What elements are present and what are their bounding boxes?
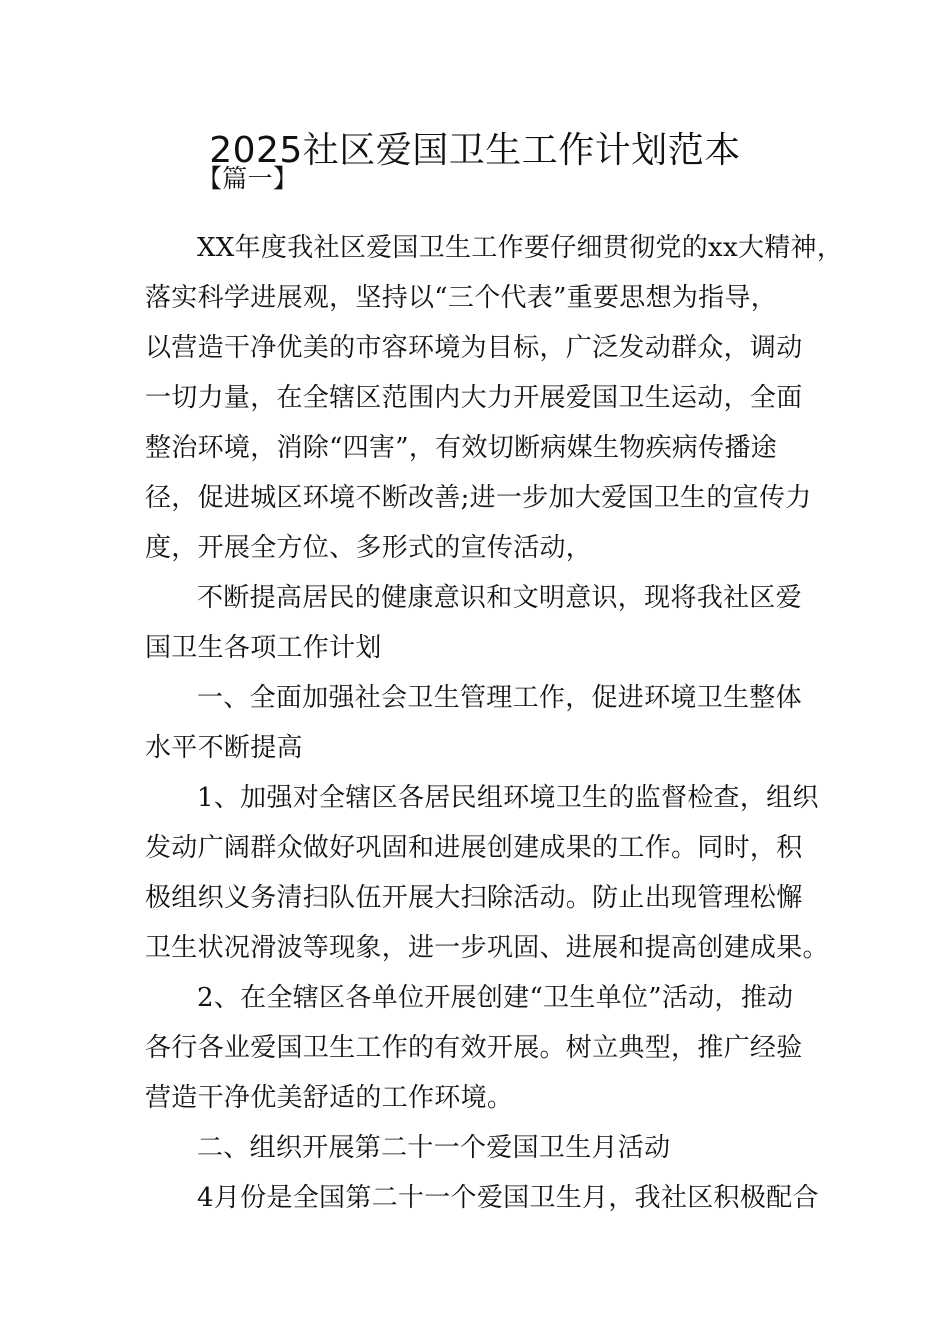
section-heading-line: 二、组织开展第二十一个爱国卫生月活动 xyxy=(197,1133,671,1163)
paragraph-line: 卫生状况滑波等现象，进一步巩固、进展和提高创建成果。 xyxy=(145,933,829,963)
paragraph-line: 落实科学进展观，坚持以“三个代表”重要思想为指导， xyxy=(145,283,778,313)
section-heading-line: 水平不断提高 xyxy=(145,733,303,763)
paragraph-line: 以营造干净优美的市容环境为目标，广泛发动群众，调动 xyxy=(145,333,803,363)
paragraph-line: 1、加强对全辖区各居民组环境卫生的监督检查，组织 xyxy=(197,783,819,813)
paragraph-line: 营造干净优美舒适的工作环境。 xyxy=(145,1083,514,1113)
paragraph-line: 4月份是全国第二十一个爱国卫生月，我社区积极配合 xyxy=(197,1183,819,1213)
paragraph-line: 2、在全辖区各单位开展创建“卫生单位”活动，推动 xyxy=(197,983,794,1013)
paragraph-line: 极组织义务清扫队伍开展大扫除活动。防止出现管理松懈 xyxy=(145,883,803,913)
paragraph-line: 一切力量，在全辖区范围内大力开展爱国卫生运动，全面 xyxy=(145,383,803,413)
paragraph-line: 各行各业爱国卫生工作的有效开展。树立典型，推广经验 xyxy=(145,1033,803,1063)
section-heading-line: 一、全面加强社会卫生管理工作，促进环境卫生整体 xyxy=(197,683,802,713)
paragraph-line: XX年度我社区爱国卫生工作要仔细贯彻党的xx大精神， xyxy=(197,233,844,263)
section-marker: 【篇一】 xyxy=(197,164,299,193)
document-title: 2025社区爱国卫生工作计划范本 xyxy=(209,130,741,171)
paragraph-line: 发动广阔群众做好巩固和进展创建成果的工作。同时，积 xyxy=(145,833,803,863)
paragraph-line: 国卫生各项工作计划 xyxy=(145,633,382,663)
paragraph-line: 度，开展全方位、多形式的宣传活动， xyxy=(145,533,593,563)
paragraph-line: 不断提高居民的健康意识和文明意识，现将我社区爱 xyxy=(197,583,802,613)
paragraph-line: 径，促进城区环境不断改善;进一步加大爱国卫生的宣传力 xyxy=(145,483,812,513)
paragraph-line: 整治环境，消除“四害”，有效切断病媒生物疾病传播途 xyxy=(145,433,778,463)
